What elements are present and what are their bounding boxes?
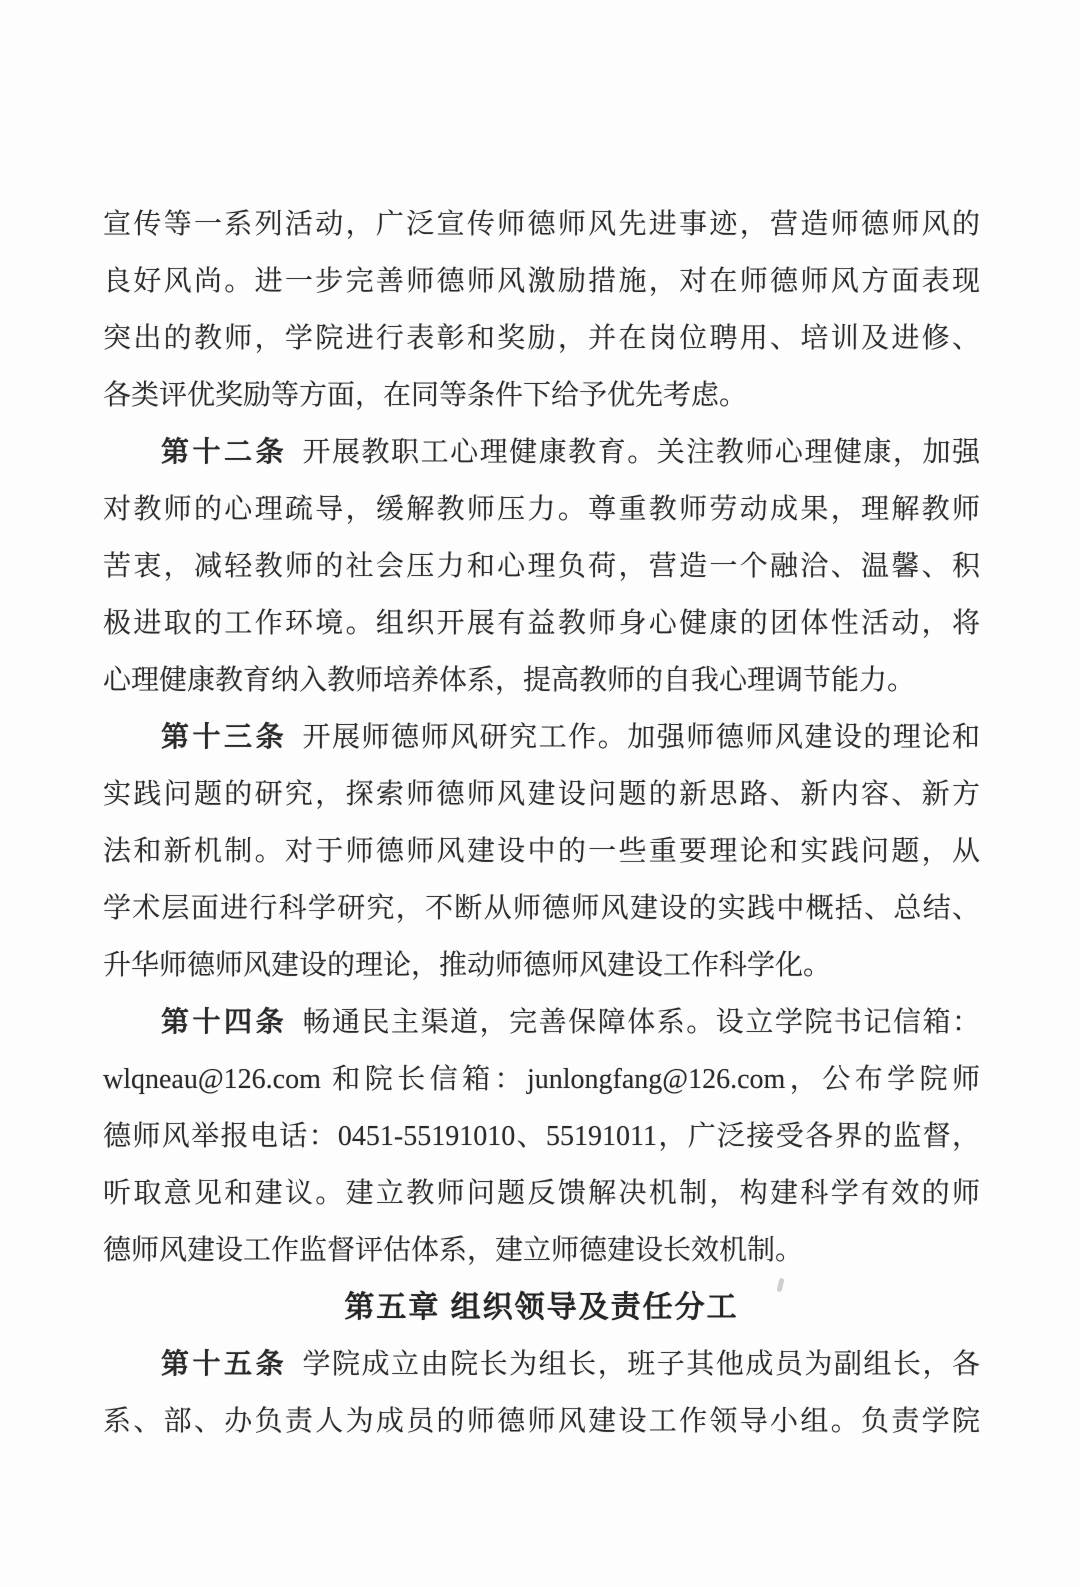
line-text: wlqneau@126.com 和院长信箱：junlongfang@126.com，公布学院师 — [103, 1064, 980, 1095]
text-line — [103, 196, 980, 253]
line-text: 开展教职工心理健康教育。关注教师心理健康，加强 — [302, 437, 980, 468]
line-text: 系、部、办负责人为成员的师德师风建设工作领导小组。负责学院 — [103, 1406, 980, 1437]
article-number: 第十三条 — [161, 722, 288, 753]
line-text: 突出的教师，学院进行表彰和奖励，并在岗位聘用、培训及进修、 — [103, 323, 980, 354]
line-text: 苦衷，减轻教师的社会压力和心理负荷，营造一个融洽、温馨、积 — [103, 551, 980, 582]
text-line — [103, 766, 980, 823]
text-line — [103, 880, 980, 937]
article-number: 第十四条 — [161, 1007, 288, 1038]
text-line-article-14 — [103, 994, 980, 1051]
text-line-article-12 — [103, 424, 980, 481]
text-line — [103, 823, 980, 880]
article-number: 第十二条 — [161, 437, 288, 468]
text-line-article-15 — [103, 1336, 980, 1393]
line-text: 学术层面进行科学研究，不断从师德师风建设的实践中概括、总结、 — [103, 893, 980, 924]
line-text: 学院成立由院长为组长，班子其他成员为副组长，各 — [302, 1349, 980, 1380]
line-text: 法和新机制。对于师德师风建设中的一些重要理论和实践问题，从 — [103, 836, 980, 867]
line-text: 对教师的心理疏导，缓解教师压力。尊重教师劳动成果，理解教师 — [103, 494, 980, 525]
line-text: 德师风举报电话：0451-55191010、55191011，广泛接受各界的监督， — [103, 1121, 980, 1152]
line-text: 各类评优奖励等方面，在同等条件下给予优先考虑。 — [103, 380, 748, 411]
line-text: 开展师德师风研究工作。加强师德师风建设的理论和 — [302, 722, 980, 753]
article-number: 第十五条 — [161, 1349, 288, 1380]
text-line — [103, 937, 980, 994]
line-text: 升华师德师风建设的理论，推动师德师风建设工作科学化。 — [103, 950, 832, 981]
text-line — [103, 367, 980, 424]
text-line — [103, 253, 980, 310]
text-line — [103, 1165, 980, 1222]
text-line — [103, 1393, 980, 1450]
text-line — [103, 652, 980, 709]
line-text: 良好风尚。进一步完善师德师风激励措施，对在师德师风方面表现 — [103, 266, 980, 297]
text-line-email — [103, 1051, 980, 1108]
text-line — [103, 310, 980, 367]
line-text: 实践问题的研究，探索师德师风建设问题的新思路、新内容、新方 — [103, 779, 980, 810]
line-text: 听取意见和建议。建立教师问题反馈解决机制，构建科学有效的师 — [103, 1178, 980, 1209]
text-line — [103, 1222, 980, 1279]
line-text: 宣传等一系列活动，广泛宣传师德师风先进事迹，营造师德师风的 — [103, 209, 980, 240]
chapter-heading: 第五章 组织领导及责任分工 — [344, 1291, 739, 1324]
text-line — [103, 538, 980, 595]
text-line-article-13 — [103, 709, 980, 766]
line-text: 极进取的工作环境。组织开展有益教师身心健康的团体性活动，将 — [103, 608, 980, 639]
line-text: 畅通民主渠道，完善保障体系。设立学院书记信箱： — [302, 1007, 980, 1038]
line-text: 德师风建设工作监督评估体系，建立师德建设长效机制。 — [103, 1235, 804, 1266]
text-line-phone — [103, 1108, 980, 1165]
text-line — [103, 595, 980, 652]
text-line — [103, 481, 980, 538]
line-text: 心理健康教育纳入教师培养体系，提高教师的自我心理调节能力。 — [103, 665, 916, 696]
document-text-block — [103, 196, 980, 1450]
